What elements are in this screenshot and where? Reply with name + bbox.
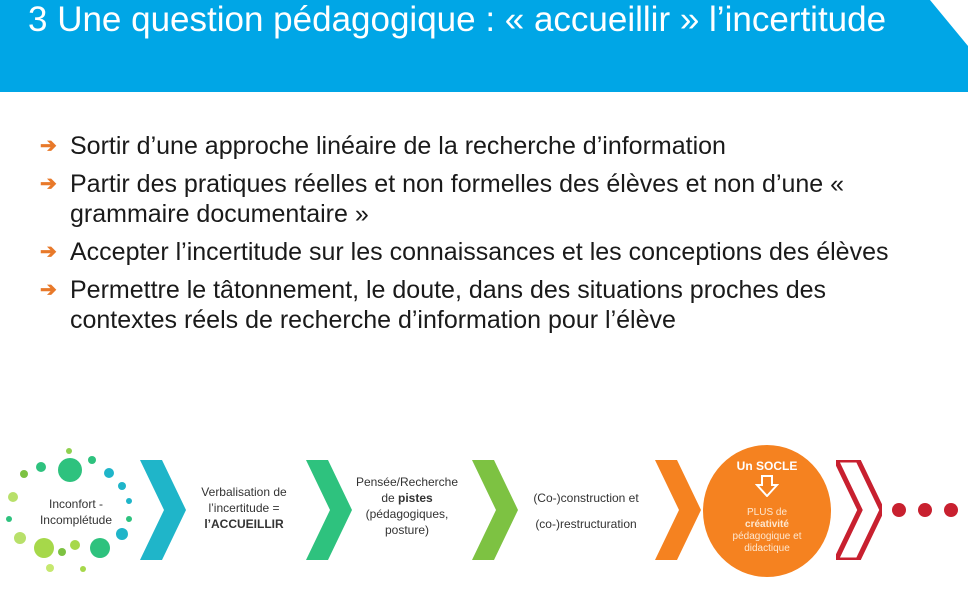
step-construction-line: (Co-)construction et (533, 491, 639, 505)
list-item (40, 275, 920, 335)
right-arrow-icon: ➔ (40, 173, 57, 195)
decorative-dot (80, 566, 86, 572)
decorative-dot (6, 516, 12, 522)
decorative-dot (58, 548, 66, 556)
step-construction-line: (co-)restructuration (535, 517, 637, 531)
decorative-dot (34, 538, 54, 558)
socle-label: Un SOCLE (736, 459, 798, 473)
step-verbalisation-line: l’incertitude = (208, 501, 280, 515)
socle-plus-text (713, 507, 821, 555)
decorative-dot (70, 540, 80, 550)
socle-plus-line: créativité (745, 519, 789, 530)
step-verbalisation-emphasis: l’ACCUEILLIR (204, 517, 284, 531)
chevron-right-icon (655, 460, 701, 560)
bullet-text: Accepter l’incertitude sur les connaissances et les conceptions des élèves (70, 238, 889, 266)
right-arrow-icon: ➔ (40, 135, 57, 157)
decorative-dot (90, 538, 110, 558)
process-diagram (0, 440, 968, 612)
ellipsis-dot (918, 503, 932, 517)
chevron-right-icon (836, 460, 882, 560)
step-pistes-line: (pédagogiques, (365, 507, 449, 521)
bullet-list (40, 131, 920, 343)
step-inconfort-label (14, 496, 138, 528)
socle-plus-line: PLUS de (746, 507, 788, 518)
list-item (40, 131, 920, 161)
ellipsis-dot (892, 503, 906, 517)
step-verbalisation-line: Verbalisation de (201, 485, 287, 499)
decorative-dot (20, 470, 28, 478)
decorative-dot (36, 462, 46, 472)
step-pistes-line (344, 490, 470, 506)
socle-plus-line: pédagogique et (732, 531, 802, 542)
right-arrow-icon: ➔ (40, 241, 57, 263)
chevron-right-icon (140, 460, 186, 560)
step-inconfort-line: Incomplétude (39, 513, 113, 527)
socle-circle (703, 445, 831, 577)
step-construction-label (516, 490, 656, 532)
step-pistes-bold: pistes (398, 491, 433, 505)
down-arrow-icon (755, 475, 779, 497)
list-item (40, 237, 920, 267)
step-pistes-line: posture) (384, 523, 430, 537)
step-pistes-line: Pensée/Recherche (355, 475, 459, 489)
step-pistes-prefix: de (381, 491, 398, 505)
chevron-right-icon (472, 460, 518, 560)
bullet-text: Permettre le tâtonnement, le doute, dans des situations proches des contextes réels de recherche d’information pour l’élève (70, 276, 827, 334)
decorative-dot (46, 564, 54, 572)
title-banner (0, 0, 968, 92)
decorative-dot (116, 528, 128, 540)
decorative-dot (104, 468, 114, 478)
bullet-text: Sortir d’une approche linéaire de la recherche d’information (70, 132, 726, 160)
page-title: 3 Une question pédagogique : « accueillir » l’incertitude (28, 0, 887, 39)
decorative-dot (58, 458, 82, 482)
decorative-dot (88, 456, 96, 464)
decorative-dot (118, 482, 126, 490)
step-pistes-label (344, 474, 470, 538)
bullet-text: Partir des pratiques réelles et non formelles des élèves et non d’une « grammaire documentaire » (70, 170, 845, 228)
right-arrow-icon: ➔ (40, 279, 57, 301)
list-item (40, 169, 920, 229)
step-inconfort-line: Inconfort - (48, 497, 104, 511)
socle-plus-line: didactique (744, 543, 790, 554)
ellipsis-dot (944, 503, 958, 517)
decorative-dot (66, 448, 72, 454)
step-verbalisation-label (186, 484, 302, 532)
decorative-dot (14, 532, 26, 544)
banner-corner-notch (930, 0, 968, 46)
